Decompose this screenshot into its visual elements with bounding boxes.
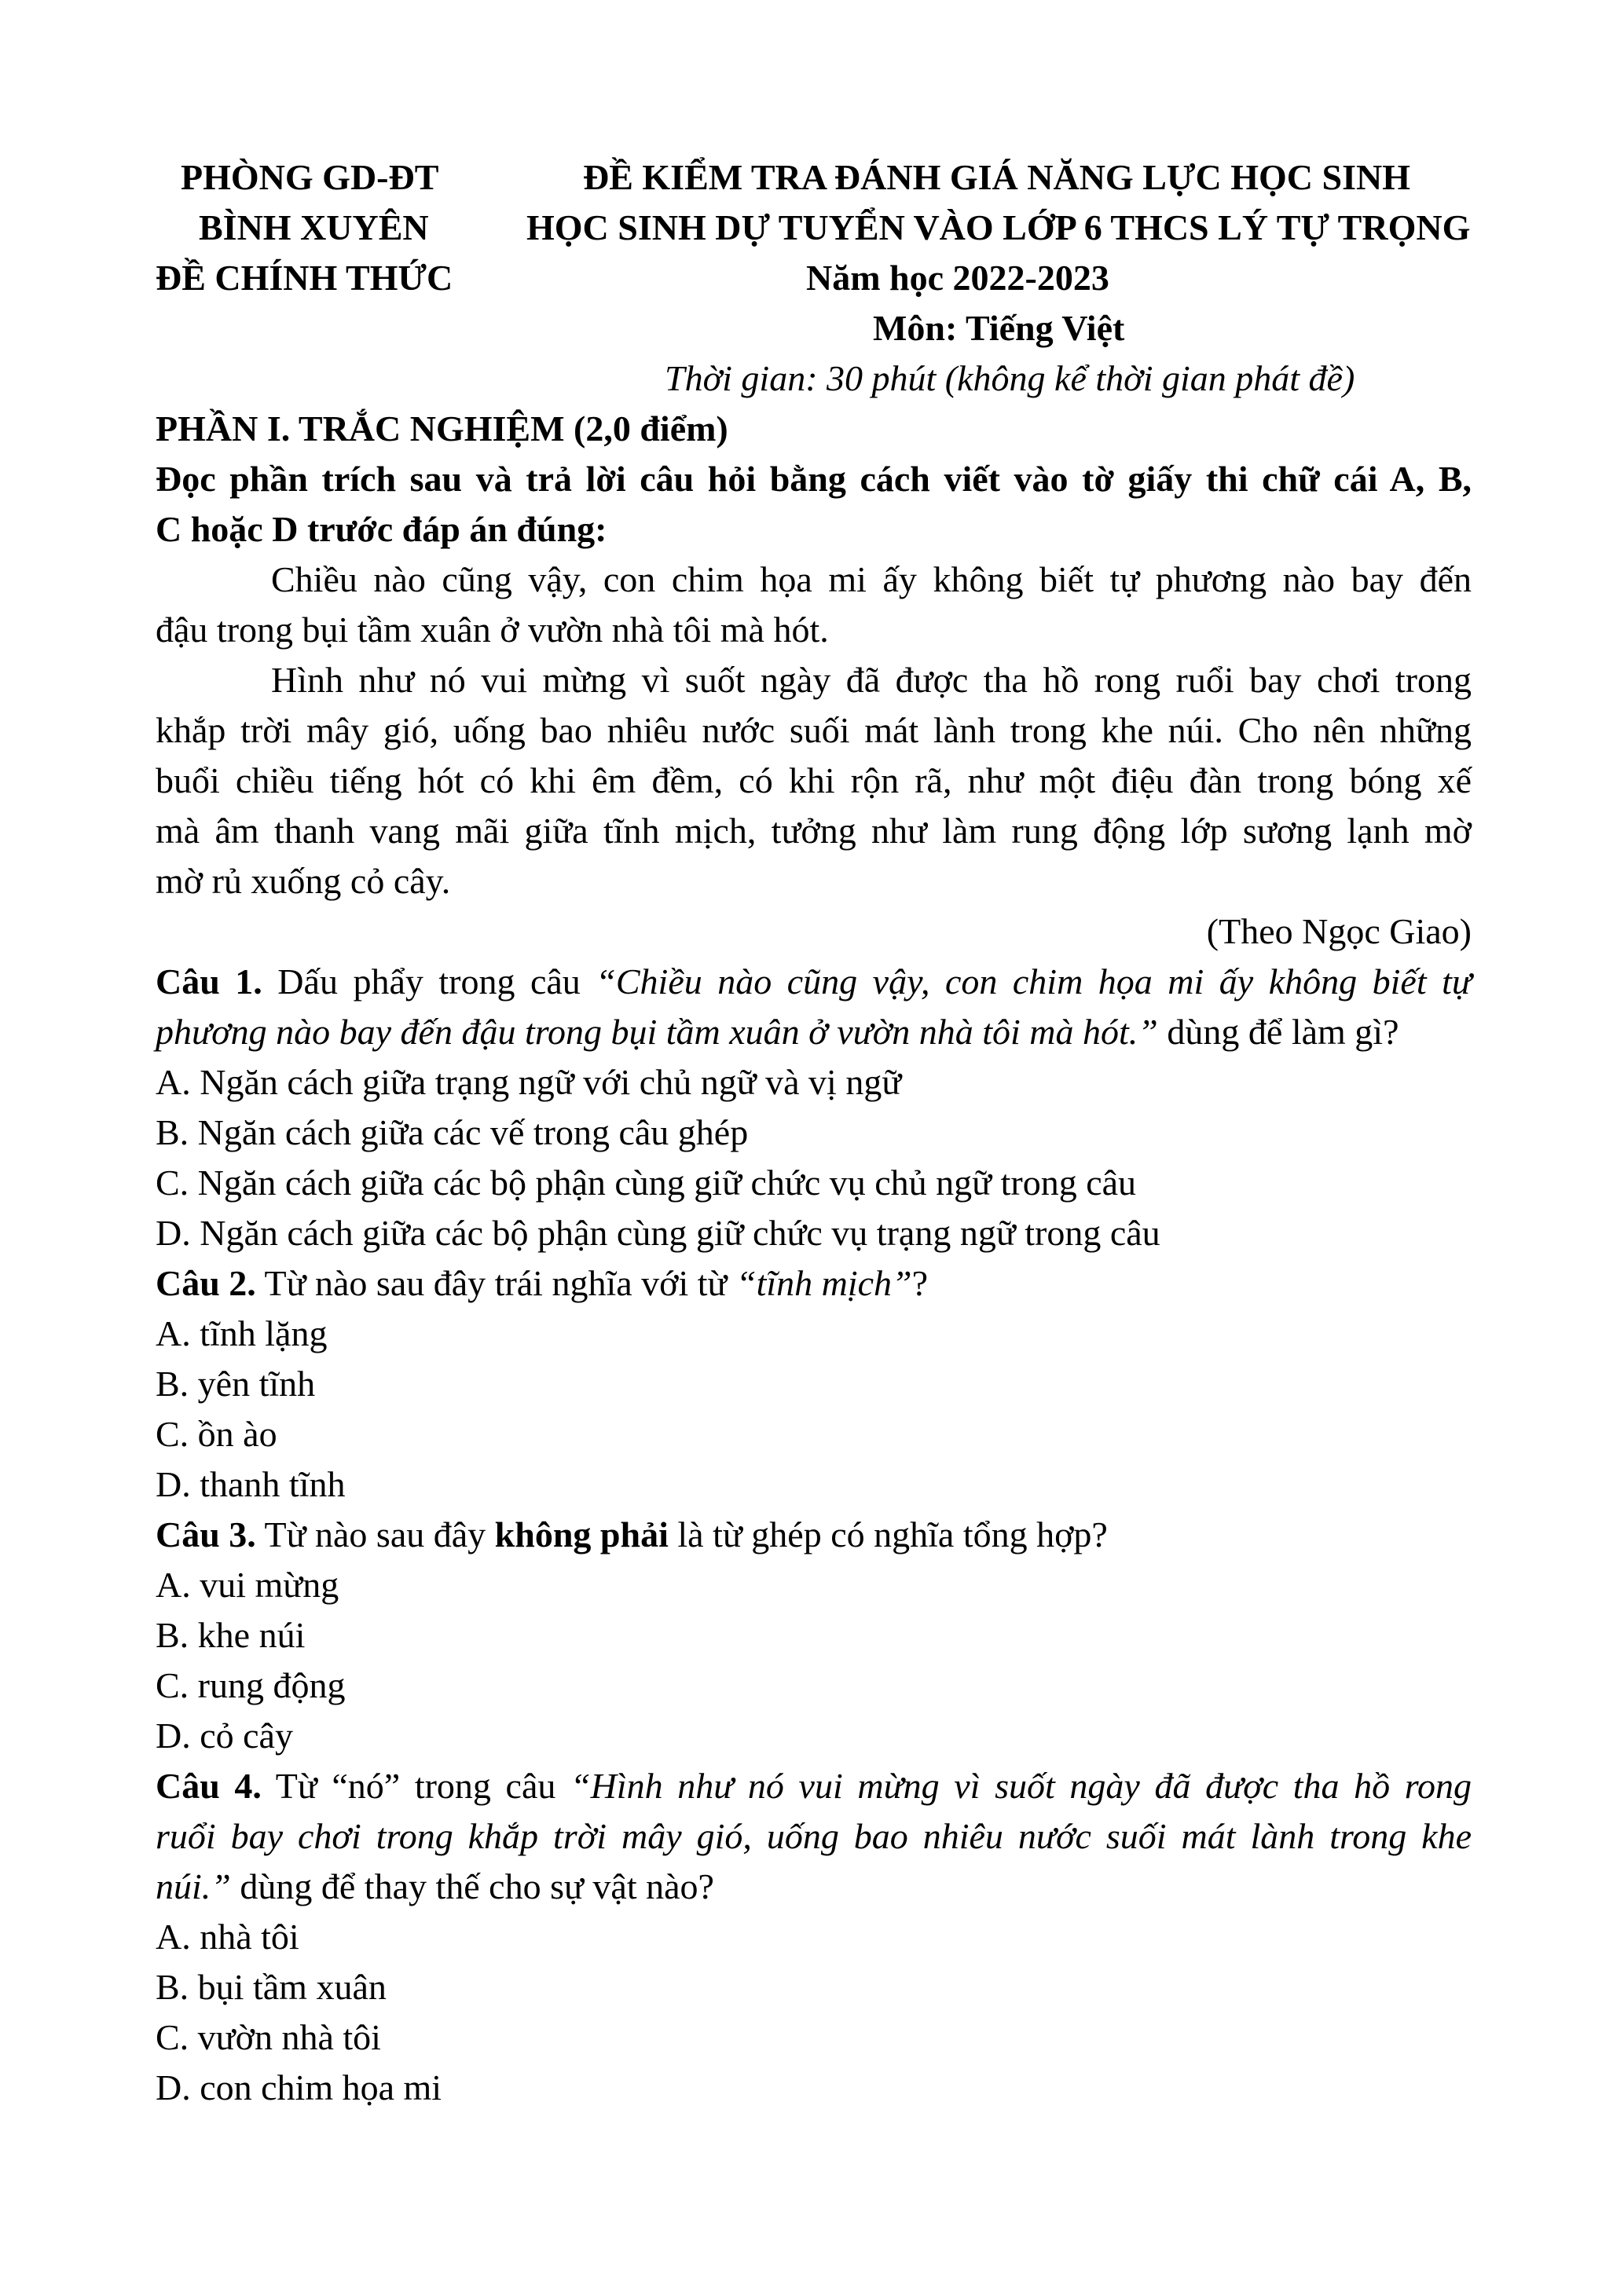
- answer-option: B. khe núi: [156, 1615, 306, 1655]
- answer-option: A. vui mừng: [156, 1565, 339, 1605]
- time-allowed: Thời gian: 30 phút (không kể thời gian phát đề): [665, 358, 1355, 398]
- question-text: ?: [911, 1263, 929, 1303]
- question-label: Câu 3.: [156, 1514, 256, 1554]
- question-2: [156, 1258, 928, 1309]
- exam-title: ĐỀ KIỂM TRA ĐÁNH GIÁ NĂNG LỰC HỌC SINH: [583, 157, 1410, 197]
- answer-option: D. con chim họa mi: [156, 2067, 442, 2107]
- district-name: BÌNH XUYÊN: [199, 207, 429, 247]
- answer-option: C. rung động: [156, 1665, 346, 1705]
- answer-option: A. nhà tôi: [156, 1917, 299, 1957]
- passage-source: (Theo Ngọc Giao): [1206, 911, 1472, 951]
- passage-line: buổi chiều tiếng hót có khi êm đềm, có khi rộn rã, như một điệu đàn trong bóng xế: [156, 760, 1472, 800]
- question-text: là từ ghép có nghĩa tổng hợp?: [668, 1514, 1108, 1554]
- answer-option: A. Ngăn cách giữa trạng ngữ với chủ ngữ và vị ngữ: [156, 1062, 902, 1102]
- passage-line: đậu trong bụi tầm xuân ở vườn nhà tôi mà hót.: [156, 610, 829, 650]
- exam-subtitle: HỌC SINH DỰ TUYỂN VÀO LỚP 6 THCS LÝ TỰ TRỌNG: [526, 207, 1471, 247]
- passage-line: mờ rủ xuống cỏ cây.: [156, 861, 451, 901]
- answer-option: D. Ngăn cách giữa các bộ phận cùng giữ chức vụ trạng ngữ trong câu: [156, 1213, 1160, 1253]
- question-1-cont: [156, 1007, 1399, 1057]
- answer-option: D. cỏ cây: [156, 1716, 293, 1756]
- question-emphasis: không phải: [494, 1514, 669, 1554]
- question-quote: núi.”: [156, 1866, 231, 1906]
- question-quote: phương nào bay đến đậu trong bụi tầm xuân ở vườn nhà tôi mà hót.”: [156, 1012, 1158, 1052]
- question-1: [156, 957, 1472, 1007]
- question-3: [156, 1510, 1108, 1560]
- question-quote: ruổi bay chơi trong khắp trời mây gió, uống bao nhiêu nước suối mát lành trong khe: [156, 1816, 1472, 1856]
- answer-option: C. vườn nhà tôi: [156, 2017, 381, 2057]
- answer-option: A. tĩnh lặng: [156, 1313, 328, 1353]
- instruction-line: Đọc phần trích sau và trả lời câu hỏi bằng cách viết vào tờ giấy thi chữ cái A, B,: [156, 459, 1472, 499]
- answer-option: B. yên tĩnh: [156, 1364, 316, 1404]
- question-text: Từ nào sau đây: [255, 1514, 495, 1554]
- passage-line: mà âm thanh vang mãi giữa tĩnh mịch, tưởng như làm rung động lớp sương lạnh mờ: [156, 811, 1472, 851]
- question-label: Câu 1.: [156, 961, 262, 1002]
- question-label: Câu 2.: [156, 1263, 256, 1303]
- department-name: PHÒNG GD-ĐT: [181, 157, 439, 197]
- answer-option: B. Ngăn cách giữa các vế trong câu ghép: [156, 1112, 749, 1152]
- official-label: ĐỀ CHÍNH THỨC: [156, 258, 453, 298]
- question-quote: “Hình như nó vui mừng vì suốt ngày đã được tha hồ rong: [570, 1766, 1472, 1806]
- answer-option: D. thanh tĩnh: [156, 1464, 346, 1504]
- answer-option: C. Ngăn cách giữa các bộ phận cùng giữ chức vụ chủ ngữ trong câu: [156, 1163, 1137, 1203]
- passage-line: khắp trời mây gió, uống bao nhiêu nước suối mát lành trong khe núi. Cho nên những: [156, 710, 1472, 750]
- school-year: Năm học 2022-2023: [806, 258, 1109, 298]
- instruction-line: C hoặc D trước đáp án đúng:: [156, 509, 607, 549]
- question-text: dùng để làm gì?: [1157, 1012, 1399, 1052]
- question-text: Từ nào sau đây trái nghĩa với từ: [255, 1263, 736, 1303]
- question-text: Từ “nó” trong câu: [261, 1766, 571, 1806]
- question-4: [156, 1761, 1472, 1811]
- passage-line: Chiều nào cũng vậy, con chim họa mi ấy không biết tự phương nào bay đến: [271, 559, 1472, 599]
- passage-line: Hình như nó vui mừng vì suốt ngày đã được tha hồ rong ruổi bay chơi trong: [271, 660, 1472, 700]
- answer-option: B. bụi tầm xuân: [156, 1967, 387, 2007]
- part-title: PHẦN I. TRẮC NGHIỆM (2,0 điểm): [156, 408, 728, 449]
- question-4-cont: [156, 1862, 714, 1912]
- question-label: Câu 4.: [156, 1766, 262, 1806]
- answer-option: C. ồn ào: [156, 1414, 277, 1454]
- subject: Môn: Tiếng Việt: [873, 308, 1125, 348]
- question-text: Dấu phẩy trong câu: [262, 961, 596, 1002]
- question-text: dùng để thay thế cho sự vật nào?: [230, 1866, 714, 1906]
- question-quote: “tĩnh mịch”: [735, 1263, 912, 1303]
- question-quote: “Chiều nào cũng vậy, con chim họa mi ấy không biết tự: [596, 961, 1472, 1002]
